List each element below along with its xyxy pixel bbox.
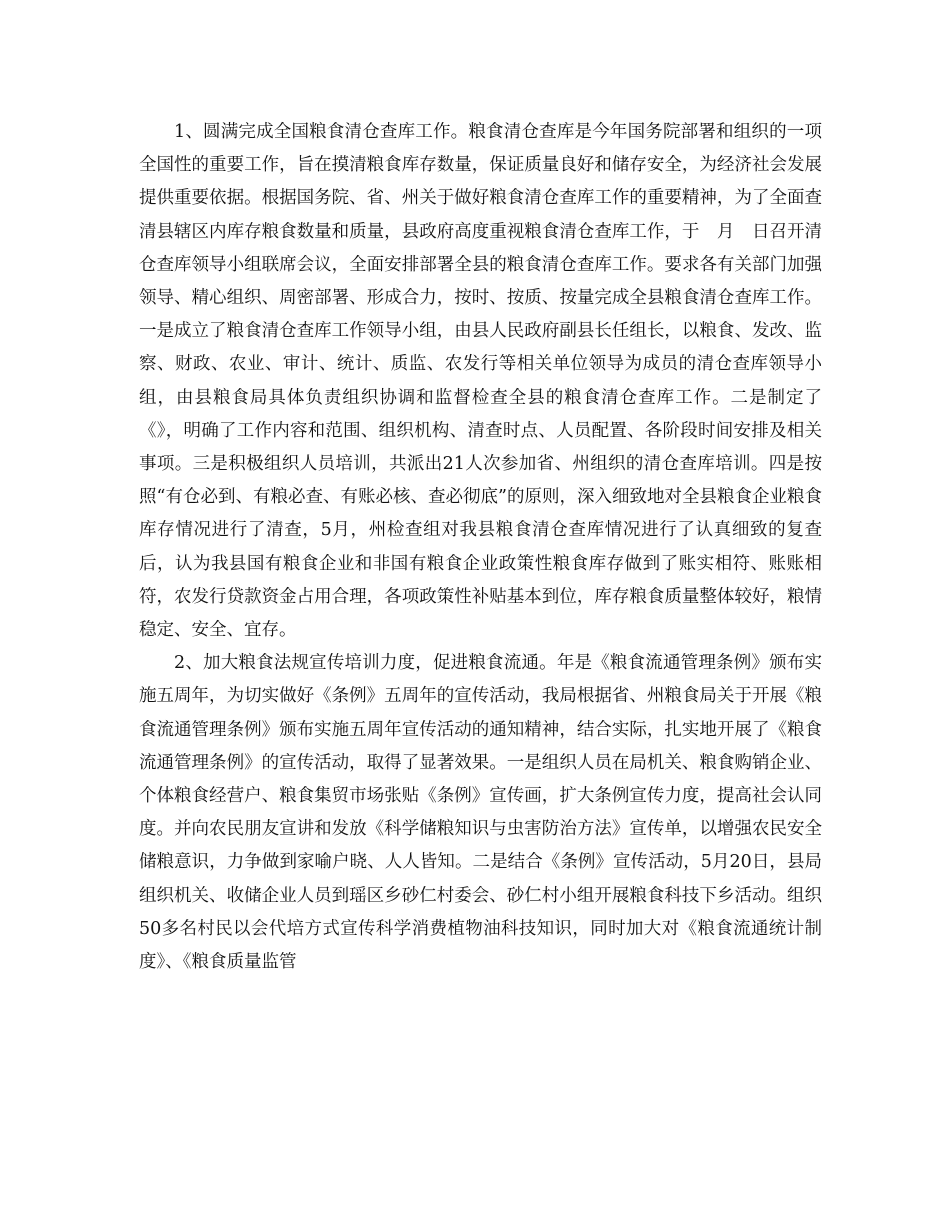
document-body [139,116,822,979]
paragraph-2: 2、加大粮食法规宣传培训力度，促进粮食流通。年是《粮食流通管理条例》颁布实施五周年，为切实做好《条例》五周年的宣传活动，我局根据省、州粮食局关于开展《粮食流通管理条例》颁布实施五周年宣传活动的通知精神，结合实际，扎实地开展了《粮食流通管理条例》的宣传活动，取得了显著效果。一是组织人员在局机关、粮食购销企业、个体粮食经营户、粮食集贸市场张贴《条例》宣传画，扩大条例宣传力度，提高社会认同度。并向农民朋友宣讲和发放《科学储粮知识与虫害防治方法》宣传单，以增强农民安全储粮意识，力争做到家喻户晓、人人皆知。二是结合《条例》宣传活动，5月20日，县局组织机关、收储企业人员到瑶区乡砂仁村委会、砂仁村小组开展粮食科技下乡活动。组织50多名村民以会代培方式宣传科学消费植物油科技知识，同时加大对《粮食流通统计制度》、《粮食质量监管 [139,653,822,973]
paragraph-1: 1、圆满完成全国粮食清仓查库工作。粮食清仓查库是今年国务院部署和组织的一项全国性的重要工作，旨在摸清粮食库存数量，保证质量良好和储存安全，为经济社会发展提供重要依据。根据国务院、省、州关于做好粮食清仓查库工作的重要精神，为了全面查清县辖区内库存粮食数量和质量，县政府高度重视粮食清仓查库工作，于 月 日召开清仓查库领导小组联席会议，全面安排部署全县的粮食清仓查库工作。要求各有关部门加强领导、精心组织、周密部署、形成合力，按时、按质、按量完成全县粮食清仓查库工作。一是成立了粮食清仓查库工作领导小组，由县人民政府副县长任组长，以粮食、发改、监察、财政、农业、审计、统计、质监、农发行等相关单位领导为成员的清仓查库领导小组，由县粮食局具体负责组织协调和监督检查全县的粮食清仓查库工作。二是制定了《》，明确了工作内容和范围、组织机构、清查时点、人员配置、各阶段时间安排及相关事项。三是积极组织人员培训，共派出21人次参加省、州组织的清仓查库培训。四是按照“有仓必到、有粮必查、有账必核、查必彻底”的原则，深入细致地对全县粮食企业粮食库存情况进行了清查，5月，州检查组对我县粮食清仓查库情况进行了认真细致的复查后，认为我县国有粮食企业和非国有粮食企业政策性粮食库存做到了账实相符、账账相符，农发行贷款资金占用合理，各项政策性补贴基本到位，库存粮食质量整体较好，粮情稳定、安全、宜存。 [139,122,822,641]
